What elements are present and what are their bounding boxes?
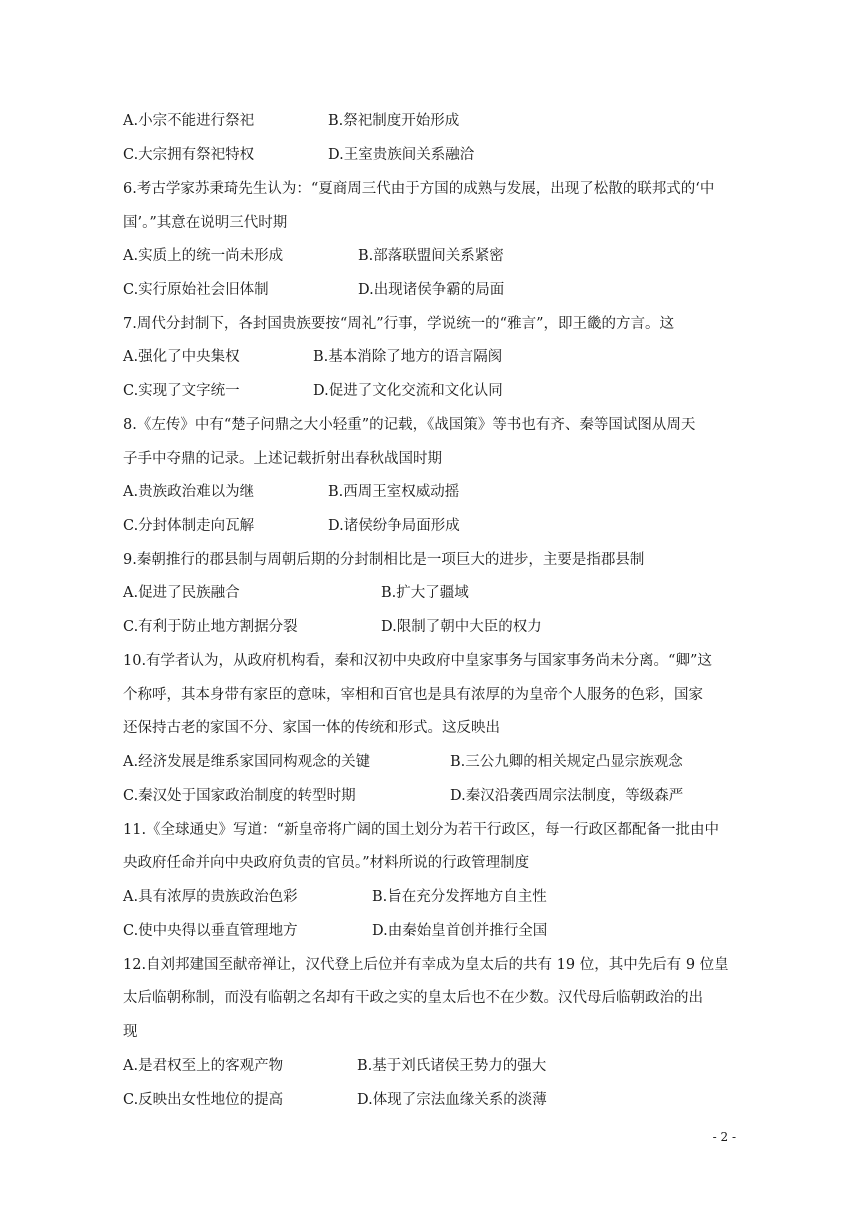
q5-option-a: A.小宗不能进行祭祀 [123, 113, 255, 129]
q6-option-c: C.实行原始社会旧体制 [123, 282, 269, 298]
page-number: - 2 - [712, 1130, 736, 1144]
q8-option-b: B.西周王室权威动摇 [328, 484, 460, 500]
q7-stem-line-1: 7.周代分封制下，各封国贵族要按“周礼”行事，学说统一的“雅言”，即王畿的方言。这 [123, 316, 674, 332]
q6-option-d: D.出现诸侯争霸的局面 [358, 282, 505, 298]
q12-stem-line-1: 12.自刘邦建国至献帝禅让，汉代登上后位并有幸成为皇太后的共有 19 位，其中先后有 9 位皇 [123, 957, 729, 973]
q11-option-a: A.具有浓厚的贵族政治色彩 [123, 889, 298, 905]
q11-stem-line-2: 央政府任命并向中央政府负责的官员。”材料所说的行政管理制度 [123, 855, 530, 871]
q12-stem-line-2: 太后临朝称制，而没有临朝之名却有干政之实的皇太后也不在少数。汉代母后临朝政治的出 [123, 990, 703, 1006]
q11-stem-line-1: 11.《全球通史》写道：“新皇帝将广阔的国土划分为若干行政区，每一行政区都配备一批由中 [123, 822, 719, 838]
q12-stem-line-3: 现 [123, 1024, 138, 1040]
q12-option-a: A.是君权至上的客观产物 [123, 1058, 284, 1074]
q8-option-c: C.分封体制走向瓦解 [123, 518, 255, 534]
q10-stem-line-1: 10.有学者认为，从政府机构看，秦和汉初中央政府中皇家事务与国家事务尚未分离。“卿”这 [123, 653, 712, 669]
q10-option-c: C.秦汉处于国家政治制度的转型时期 [123, 788, 356, 804]
q7-option-b: B.基本消除了地方的语言隔阂 [313, 349, 503, 365]
q6-option-a: A.实质上的统一尚未形成 [123, 248, 284, 264]
q7-option-d: D.促进了文化交流和文化认同 [313, 383, 503, 399]
q11-option-b: B.旨在充分发挥地方自主性 [372, 889, 547, 905]
q9-option-d: D.限制了朝中大臣的权力 [381, 619, 542, 635]
q10-option-b: B.三公九卿的相关规定凸显宗族观念 [450, 754, 683, 770]
q7-option-a: A.强化了中央集权 [123, 349, 240, 365]
q11-option-d: D.由秦始皇首创并推行全国 [372, 923, 548, 939]
q5-option-b: B.祭祀制度开始形成 [328, 113, 460, 129]
q6-stem-line-2: 国’。”其意在说明三代时期 [123, 215, 288, 231]
q8-stem-line-2: 子手中夺鼎的记录。上述记载折射出春秋战国时期 [123, 451, 442, 467]
q12-option-c: C.反映出女性地位的提高 [123, 1092, 284, 1108]
q6-stem-line-1: 6.考古学家苏秉琦先生认为：“夏商周三代由于方国的成熟与发展，出现了松散的联邦式的‘中 [123, 181, 715, 197]
q8-option-a: A.贵族政治难以为继 [123, 484, 255, 500]
q12-option-b: B.基于刘氏诸侯王势力的强大 [357, 1058, 547, 1074]
q9-option-b: B.扩大了疆域 [381, 585, 469, 601]
q10-stem-line-3: 还保持古老的家国不分、家国一体的传统和形式。这反映出 [123, 720, 500, 736]
q5-option-d: D.王室贵族间关系融洽 [328, 147, 475, 163]
q9-stem-line-1: 9.秦朝推行的郡县制与周朝后期的分封制相比是一项巨大的进步，主要是指郡县制 [123, 552, 645, 568]
q6-option-b: B.部落联盟间关系紧密 [358, 248, 504, 264]
q8-option-d: D.诸侯纷争局面形成 [328, 518, 460, 534]
q10-option-d: D.秦汉沿袭西周宗法制度，等级森严 [450, 788, 684, 804]
q11-option-c: C.使中央得以垂直管理地方 [123, 923, 298, 939]
q12-option-d: D.体现了宗法血缘关系的淡薄 [357, 1092, 547, 1108]
q5-option-c: C.大宗拥有祭祀特权 [123, 147, 255, 163]
q8-stem-line-1: 8.《左传》中有“楚子问鼎之大小轻重”的记载，《战国策》等书也有齐、秦等国试图从周天 [123, 417, 696, 433]
q9-option-c: C.有利于防止地方割据分裂 [123, 619, 298, 635]
q7-option-c: C.实现了文字统一 [123, 383, 240, 399]
q10-option-a: A.经济发展是维系家国同构观念的关键 [123, 754, 371, 770]
q9-option-a: A.促进了民族融合 [123, 585, 240, 601]
q10-stem-line-2: 个称呼，其本身带有家臣的意味，宰相和百官也是具有浓厚的为皇帝个人服务的色彩，国家 [123, 687, 703, 703]
